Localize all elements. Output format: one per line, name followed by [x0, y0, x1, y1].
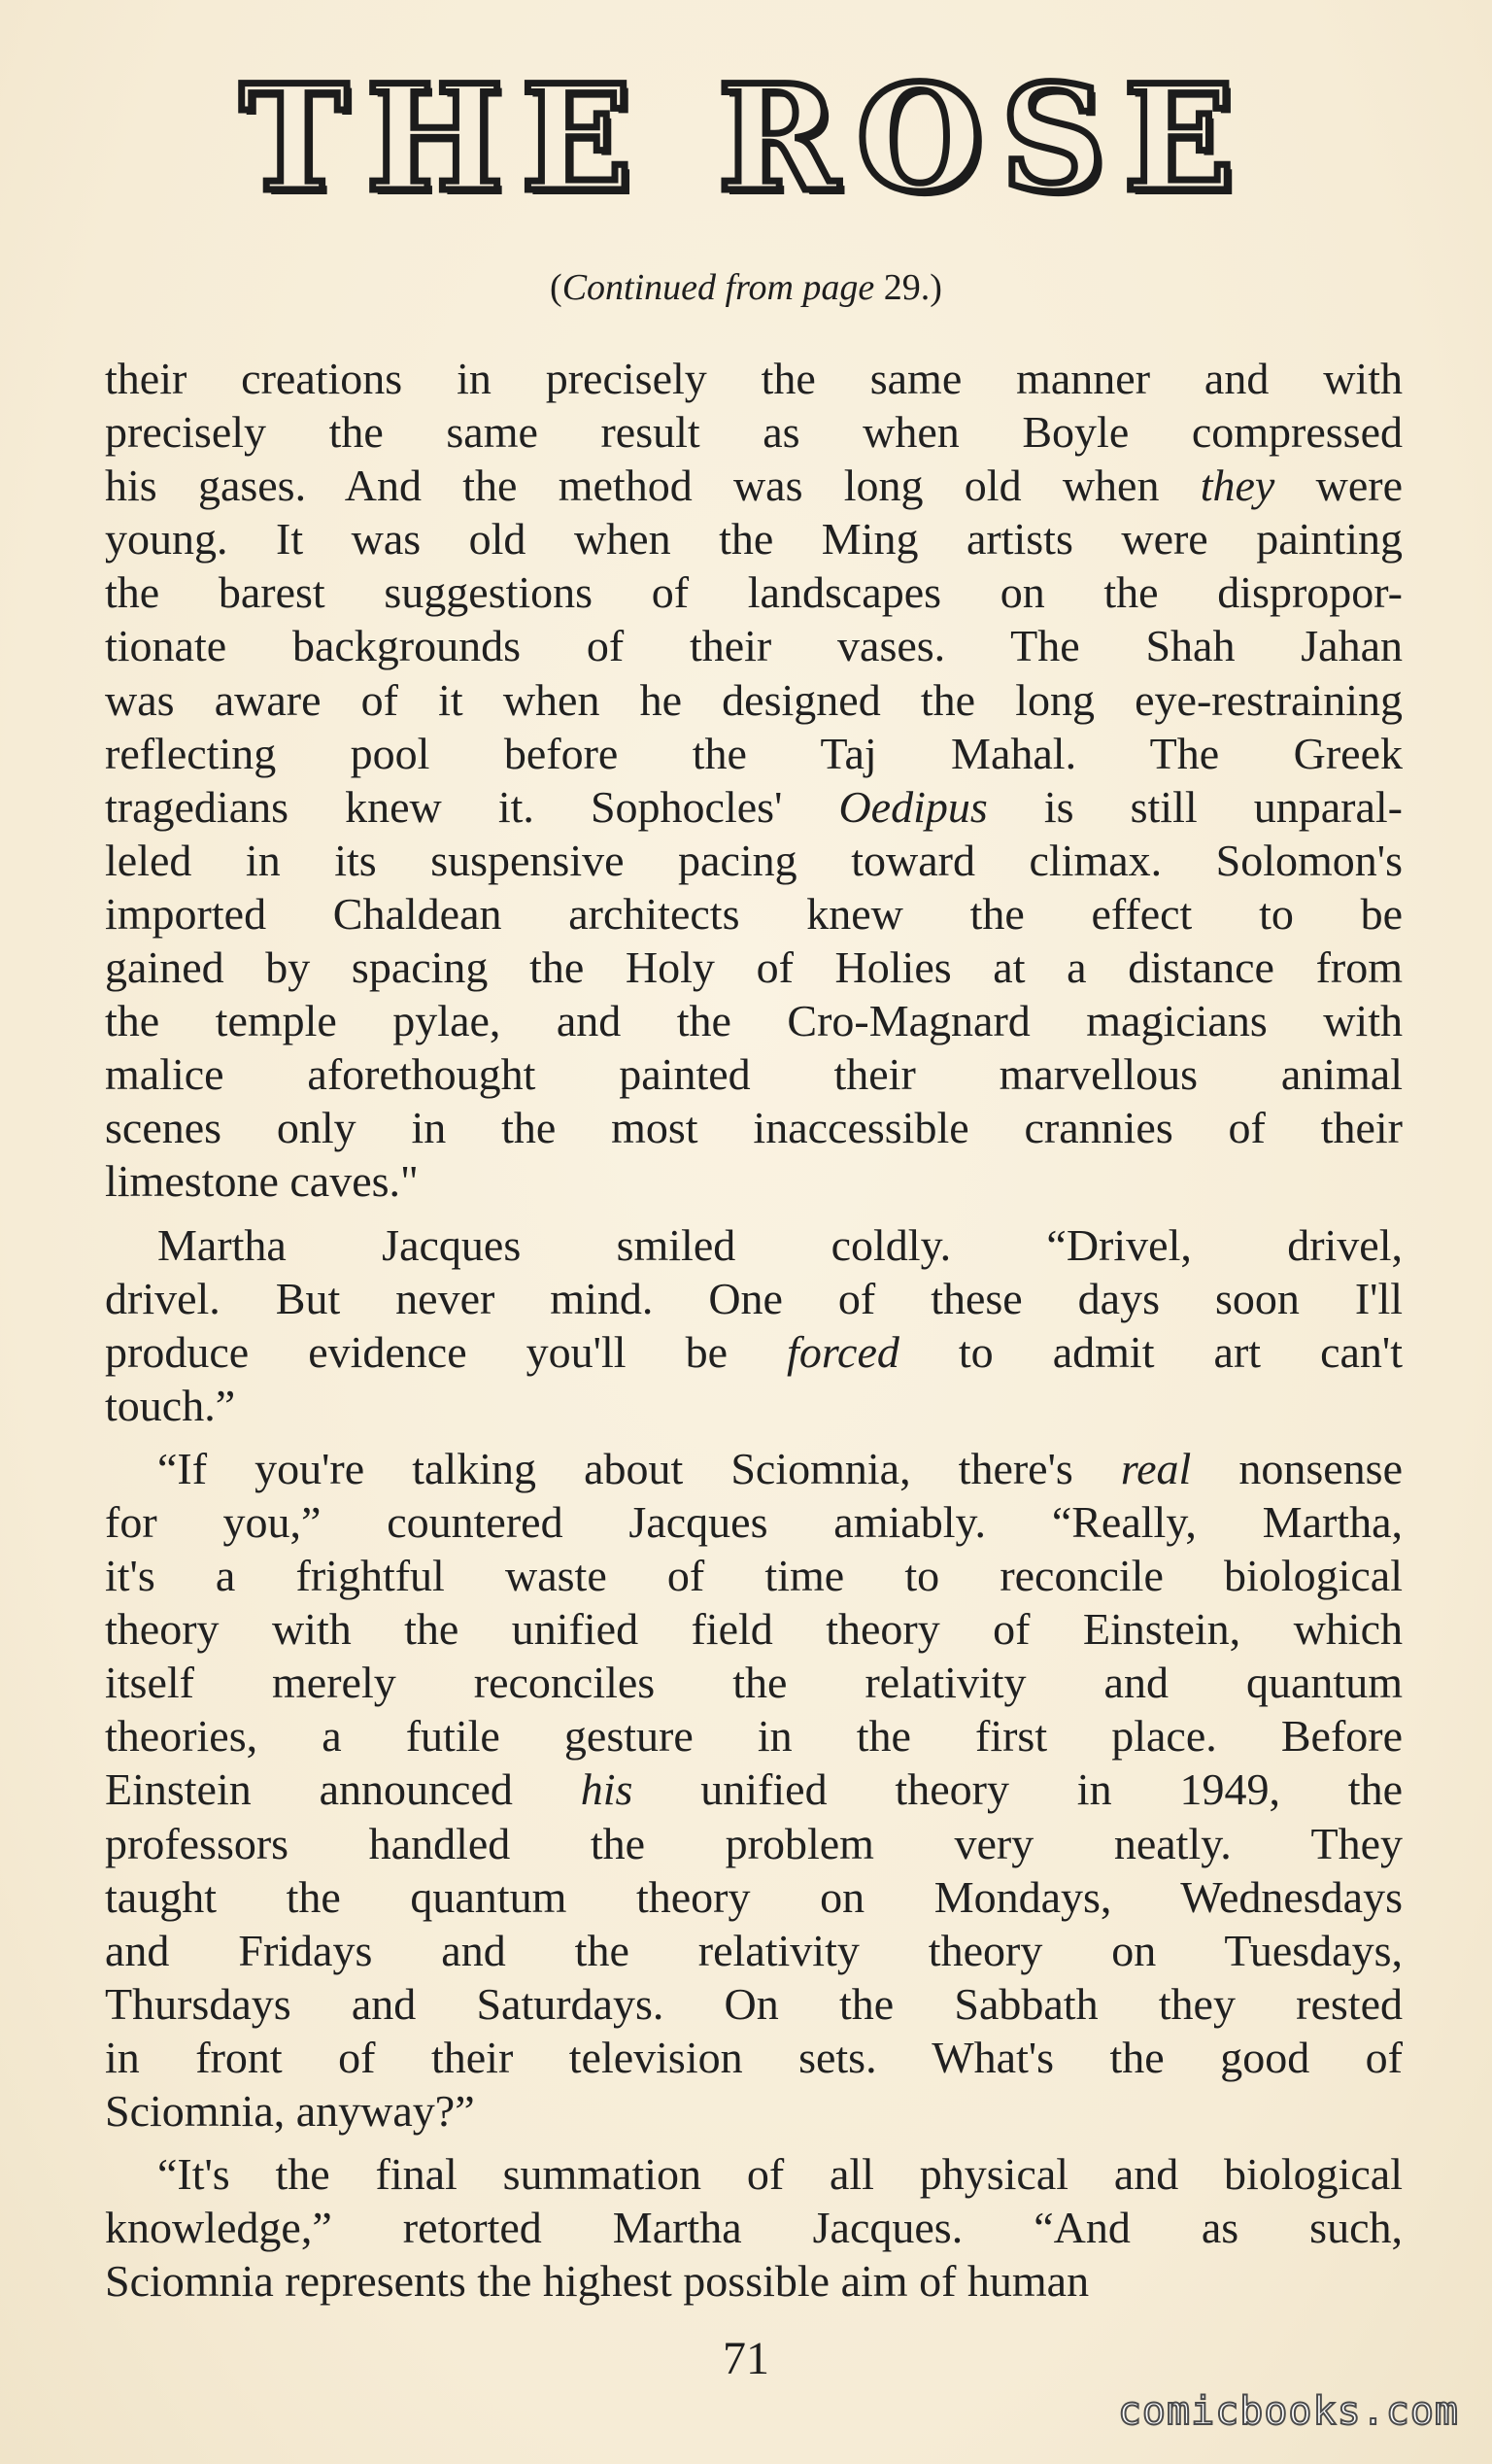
text-run: in front of their television sets. What's the good of: [105, 2032, 1403, 2082]
text-run: theory with the unified field theory of Einstein, which: [105, 1604, 1403, 1655]
story-title: THE ROSE: [240, 53, 1252, 224]
text-line: [105, 459, 1403, 512]
text-line: [105, 1762, 1403, 1816]
text-line: [105, 352, 1403, 405]
text-line: [105, 1602, 1403, 1656]
page-number: 71: [723, 2333, 769, 2384]
text-line: [105, 887, 1403, 941]
text-line: [105, 673, 1403, 727]
text-line: [105, 1977, 1403, 2031]
text-run: Sciomnia, anyway?”: [105, 2086, 475, 2136]
text-run: nonsense: [1191, 1443, 1403, 1493]
text-line: [105, 2147, 1403, 2201]
text-line: [105, 1154, 1403, 1208]
text-run: tionate backgrounds of their vases. The Shah Jahan: [105, 621, 1403, 671]
text-line: [105, 1218, 1403, 1272]
text-run: young. It was old when the Ming artists were painting: [105, 514, 1403, 565]
text-run: drivel. But never mind. One of these days soon I'll: [105, 1273, 1403, 1323]
text-line: [105, 619, 1403, 672]
text-line: [105, 2254, 1403, 2308]
paragraph: [105, 1442, 1403, 2138]
text-line: [105, 994, 1403, 1047]
text-line: [105, 1709, 1403, 1762]
text-line: [105, 1817, 1403, 1870]
text-line: [105, 512, 1403, 565]
text-line: [105, 1924, 1403, 1977]
text-run: and Fridays and the relativity theory on Tuesdays,: [105, 1925, 1403, 1975]
text-run: “It's the final summation of all physical and biological: [157, 2149, 1403, 2200]
continued-italic-text: Continued from page: [561, 267, 875, 308]
text-run: reflecting pool before the Taj Mahal. The Greek: [105, 728, 1403, 778]
text-run: to admit art can't: [899, 1326, 1403, 1377]
text-run: touch.”: [105, 1380, 236, 1430]
site-watermark-logo: comicbooks.com: [1117, 2389, 1459, 2434]
text-run: it's a frightful waste of time to reconcile biological: [105, 1551, 1403, 1601]
continued-note: [0, 264, 1492, 311]
text-run: malice aforethought painted their marvellous animal: [105, 1049, 1403, 1100]
text-run: theories, a futile gesture in the first place. Before: [105, 1711, 1403, 1762]
text-run: his gases. And the method was long old when: [105, 461, 1201, 511]
text-line: [105, 834, 1403, 887]
text-run: precisely the same result as when Boyle compressed: [105, 407, 1403, 458]
text-run: taught the quantum theory on Mondays, Wednesdays: [105, 1871, 1403, 1922]
text-run: was aware of it when he designed the long eye-restraining: [105, 674, 1403, 725]
text-line: [105, 1549, 1403, 1602]
text-line: [105, 2084, 1403, 2138]
text-run: produce evidence you'll be: [105, 1326, 788, 1377]
text-line: [105, 1325, 1403, 1379]
italic-run: his: [580, 1764, 633, 1815]
continued-page-ref: 29.): [874, 267, 942, 308]
text-run: the barest suggestions of landscapes on the dispropor-: [105, 567, 1403, 618]
text-line: [105, 565, 1403, 619]
italic-run: forced: [787, 1326, 899, 1377]
text-line: [105, 405, 1403, 459]
italic-run: they: [1200, 461, 1275, 511]
text-run: imported Chaldean architects knew the effect to be: [105, 888, 1403, 939]
text-line: [105, 1101, 1403, 1154]
text-run: knowledge,” retorted Martha Jacques. “And as such,: [105, 2203, 1403, 2253]
text-line: [105, 780, 1403, 834]
text-run: Thursdays and Saturdays. On the Sabbath they rested: [105, 1978, 1403, 2029]
italic-run: real: [1120, 1443, 1192, 1493]
text-line: [105, 1272, 1403, 1325]
text-run: tragedians knew it. Sophocles': [105, 781, 839, 832]
text-line: [105, 1495, 1403, 1549]
paragraph: [105, 1218, 1403, 1432]
text-run: is still unparal-: [987, 781, 1403, 832]
text-run: Sciomnia represents the highest possible aim of human: [105, 2256, 1090, 2307]
text-run: for you,” countered Jacques amiably. “Really, Martha,: [105, 1496, 1403, 1547]
text-line: [105, 1656, 1403, 1709]
text-line: [105, 2031, 1403, 2084]
text-run: gained by spacing the Holy of Holies at a distance from: [105, 942, 1403, 993]
text-run: the temple pylae, and the Cro-Magnard magicians with: [105, 996, 1403, 1046]
text-run: leled in its suspensive pacing toward climax. Solomon's: [105, 835, 1403, 885]
text-run: professors handled the problem very neatly. They: [105, 1818, 1403, 1868]
text-run: unified theory in 1949, the: [632, 1764, 1403, 1815]
text-run: were: [1274, 461, 1403, 511]
text-line: [105, 1870, 1403, 1924]
italic-run: Oedipus: [838, 781, 988, 832]
text-run: their creations in precisely the same manner and with: [105, 354, 1403, 403]
text-run: limestone caves.": [105, 1156, 419, 1207]
text-run: itself merely reconciles the relativity and quantum: [105, 1658, 1403, 1708]
text-line: [105, 1379, 1403, 1432]
paragraph: [105, 2147, 1403, 2308]
text-run: scenes only in the most inaccessible crannies of their: [105, 1103, 1403, 1153]
text-line: [105, 941, 1403, 994]
text-run: Einstein announced: [105, 1764, 581, 1815]
text-line: [105, 1442, 1403, 1495]
text-run: “If you're talking about Sciomnia, there's: [157, 1443, 1121, 1493]
text-line: [105, 1047, 1403, 1101]
text-line: [105, 727, 1403, 780]
text-run: Martha Jacques smiled coldly. “Drivel, drivel,: [157, 1219, 1403, 1270]
paragraph: [105, 352, 1403, 1209]
text-line: [105, 2201, 1403, 2254]
continued-open-paren: (: [550, 267, 562, 308]
story-body: [105, 352, 1403, 2317]
